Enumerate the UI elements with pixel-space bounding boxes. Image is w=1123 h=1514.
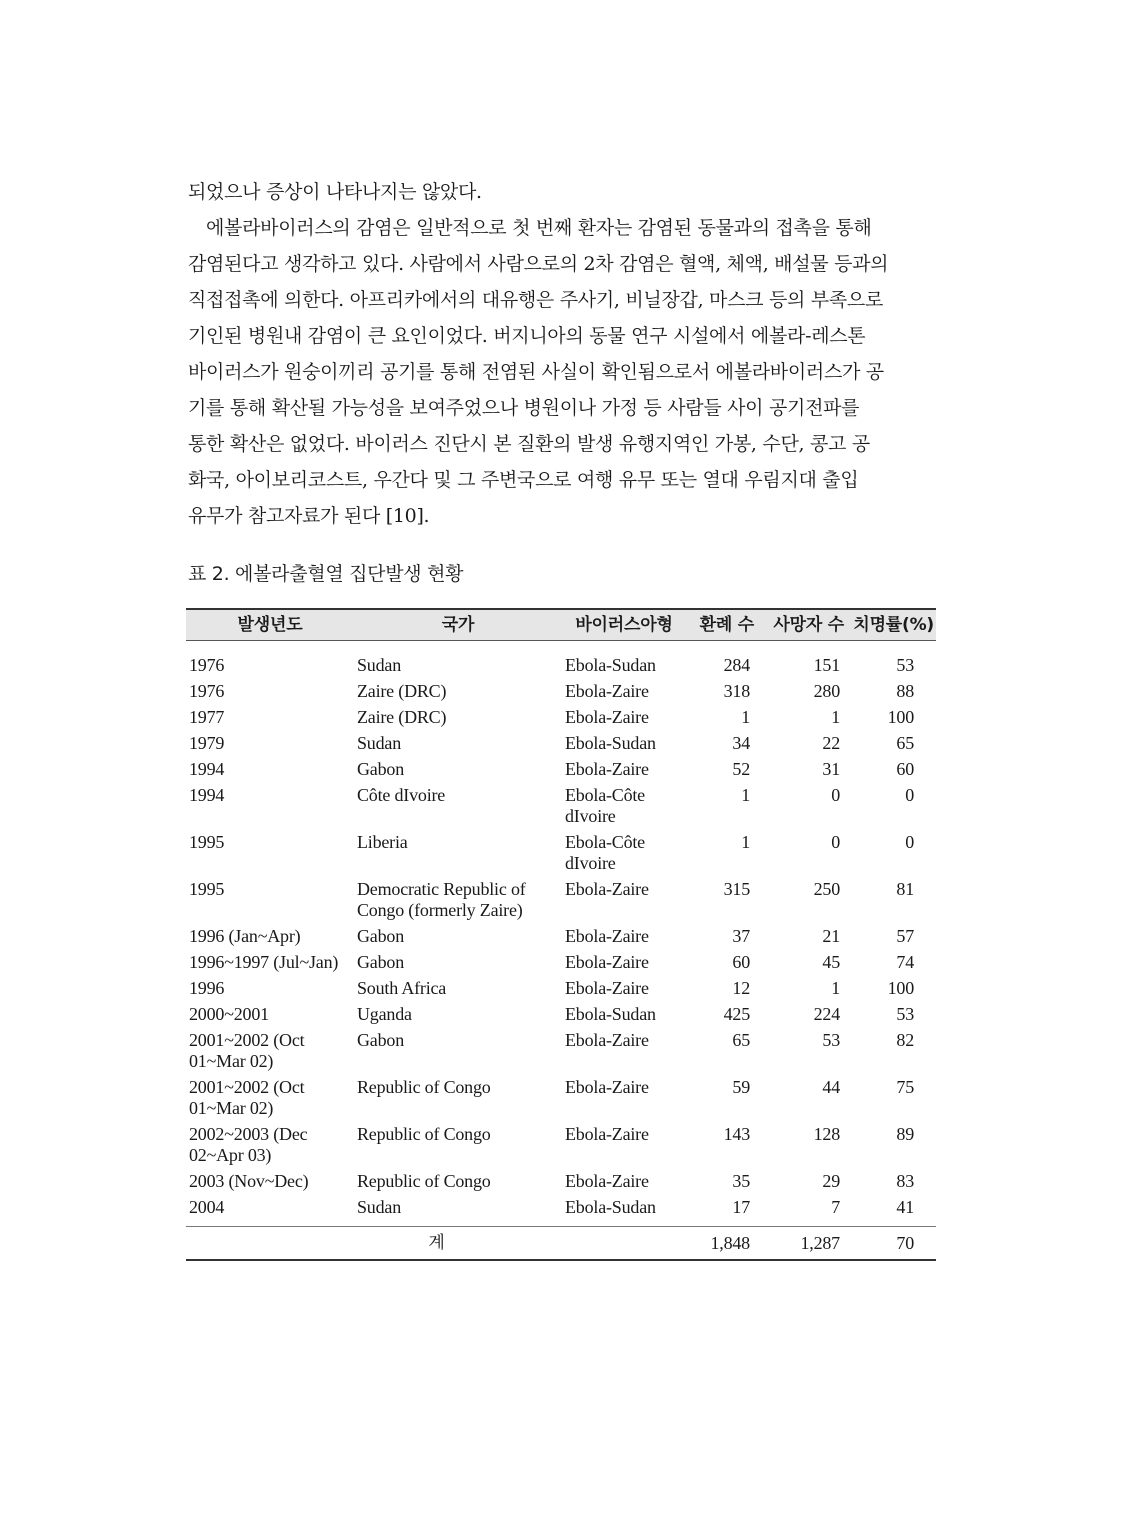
table-header-row <box>186 609 936 641</box>
cell-deaths: 7 <box>831 1197 840 1217</box>
table-row <box>186 1075 936 1122</box>
cell-deaths: 22 <box>822 733 840 753</box>
cell-cases: 52 <box>732 759 750 779</box>
cell-year: 2002~2003 (Dec 02~Apr 03) <box>189 1124 308 1165</box>
cell-deaths: 151 <box>813 655 840 675</box>
table-row <box>186 950 936 976</box>
cell-cases: 12 <box>732 978 750 998</box>
cell-cases: 59 <box>732 1077 750 1097</box>
cell-virus: Ebola-Côte dIvoire <box>565 832 645 873</box>
cell-deaths: 0 <box>831 785 840 805</box>
cell-cases: 318 <box>723 681 750 701</box>
header-virus: 바이러스아형 <box>562 609 686 641</box>
cell-cases: 37 <box>732 926 750 946</box>
table-row <box>186 641 936 680</box>
cell-deaths: 0 <box>831 832 840 852</box>
cell-cases: 425 <box>723 1004 750 1024</box>
table-row <box>186 924 936 950</box>
cell-cases: 1 <box>741 832 750 852</box>
cell-cases: 17 <box>732 1197 750 1217</box>
cell-fatality: 83 <box>896 1171 914 1191</box>
cell-country: Republic of Congo <box>357 1124 491 1144</box>
cell-deaths: 44 <box>822 1077 840 1097</box>
body-line: 되었으나 증상이 나타나지는 않았다. <box>188 181 482 203</box>
cell-country: Republic of Congo <box>357 1171 491 1191</box>
cell-fatality: 81 <box>896 879 914 899</box>
cell-virus: Ebola-Sudan <box>565 655 656 675</box>
body-line: 기인된 병원내 감염이 큰 요인이었다. 버지니아의 동물 연구 시설에서 에볼라-레스톤 <box>188 325 866 347</box>
table-body <box>186 641 936 1227</box>
cell-country: Uganda <box>357 1004 412 1024</box>
cell-fatality: 0 <box>905 785 914 805</box>
cell-virus: Ebola-Zaire <box>565 978 649 998</box>
cell-year: 2001~2002 (Oct 01~Mar 02) <box>189 1077 305 1118</box>
body-line: 바이러스가 원숭이끼리 공기를 통해 전염된 사실이 확인됨으로서 에볼라바이러스가 공 <box>188 361 884 383</box>
table-row <box>186 1002 936 1028</box>
cell-fatality: 89 <box>896 1124 914 1144</box>
cell-year: 1994 <box>189 759 225 779</box>
cell-virus: Ebola-Zaire <box>565 681 649 701</box>
body-line: 에볼라바이러스의 감염은 일반적으로 첫 번째 환자는 감염된 동물과의 접촉을 통해 <box>206 217 872 239</box>
cell-virus: Ebola-Zaire <box>565 1171 649 1191</box>
cell-year: 2004 <box>189 1197 225 1217</box>
cell-country: Gabon <box>357 759 404 779</box>
cell-year: 1979 <box>189 733 225 753</box>
cell-year: 1996 <box>189 978 225 998</box>
cell-cases: 35 <box>732 1171 750 1191</box>
body-line: 화국, 아이보리코스트, 우간다 및 그 주변국으로 여행 유무 또는 열대 우림지대 출입 <box>188 469 859 491</box>
cell-country: Sudan <box>357 733 402 753</box>
cell-virus: Ebola-Zaire <box>565 926 649 946</box>
table-row <box>186 783 936 830</box>
total-label: 계 <box>186 1227 686 1261</box>
cell-country: Zaire (DRC) <box>357 707 447 727</box>
cell-virus: Ebola-Sudan <box>565 733 656 753</box>
cell-year: 1996 (Jan~Apr) <box>189 926 301 946</box>
total-fatality: 70 <box>846 1227 936 1261</box>
cell-deaths: 128 <box>813 1124 840 1144</box>
header-cases: 환례 수 <box>686 609 756 641</box>
cell-cases: 143 <box>723 1124 750 1144</box>
table-row <box>186 1028 936 1075</box>
header-fatality: 치명률(%) <box>846 609 936 641</box>
cell-year: 2000~2001 <box>189 1004 269 1024</box>
cell-fatality: 82 <box>896 1030 914 1050</box>
header-country: 국가 <box>354 609 562 641</box>
cell-deaths: 224 <box>813 1004 840 1024</box>
cell-country: Sudan <box>357 1197 402 1217</box>
outbreak-table <box>186 608 936 1261</box>
table-row <box>186 705 936 731</box>
cell-year: 1976 <box>189 655 225 675</box>
cell-fatality: 0 <box>905 832 914 852</box>
cell-deaths: 45 <box>822 952 840 972</box>
cell-virus: Ebola-Zaire <box>565 1124 649 1144</box>
cell-year: 1995 <box>189 832 225 852</box>
cell-fatality: 53 <box>896 655 914 675</box>
cell-cases: 315 <box>723 879 750 899</box>
cell-year: 1977 <box>189 707 225 727</box>
table-row <box>186 1195 936 1227</box>
cell-country: Zaire (DRC) <box>357 681 447 701</box>
cell-deaths: 1 <box>831 978 840 998</box>
cell-year: 1996~1997 (Jul~Jan) <box>189 952 339 972</box>
cell-fatality: 88 <box>896 681 914 701</box>
cell-virus: Ebola-Sudan <box>565 1197 656 1217</box>
cell-fatality: 57 <box>896 926 914 946</box>
cell-country: Democratic Republic of Congo (formerly Zaire) <box>357 879 526 920</box>
cell-year: 2003 (Nov~Dec) <box>189 1171 309 1191</box>
body-text <box>188 174 936 534</box>
table-row <box>186 830 936 877</box>
cell-fatality: 41 <box>896 1197 914 1217</box>
cell-virus: Ebola-Zaire <box>565 1030 649 1050</box>
header-deaths: 사망자 수 <box>756 609 846 641</box>
cell-fatality: 100 <box>887 707 914 727</box>
cell-country: South Africa <box>357 978 447 998</box>
cell-country: Gabon <box>357 926 404 946</box>
table-row <box>186 877 936 924</box>
header-year: 발생년도 <box>186 609 354 641</box>
table-row <box>186 679 936 705</box>
cell-fatality: 65 <box>896 733 914 753</box>
cell-fatality: 60 <box>896 759 914 779</box>
total-deaths: 1,287 <box>756 1227 846 1261</box>
cell-virus: Ebola-Zaire <box>565 759 649 779</box>
cell-country: Sudan <box>357 655 402 675</box>
cell-virus: Ebola-Zaire <box>565 879 649 899</box>
cell-fatality: 74 <box>896 952 914 972</box>
cell-fatality: 53 <box>896 1004 914 1024</box>
cell-cases: 1 <box>741 785 750 805</box>
cell-deaths: 1 <box>831 707 840 727</box>
cell-year: 1994 <box>189 785 225 805</box>
cell-deaths: 250 <box>813 879 840 899</box>
cell-year: 1976 <box>189 681 225 701</box>
cell-cases: 34 <box>732 733 750 753</box>
cell-country: Gabon <box>357 1030 404 1050</box>
cell-virus: Ebola-Sudan <box>565 1004 656 1024</box>
table-row <box>186 976 936 1002</box>
cell-country: Côte dIvoire <box>357 785 446 805</box>
cell-deaths: 29 <box>822 1171 840 1191</box>
cell-deaths: 21 <box>822 926 840 946</box>
table-row <box>186 731 936 757</box>
body-line: 감염된다고 생각하고 있다. 사람에서 사람으로의 2차 감염은 혈액, 체액, 배설물 등과의 <box>188 253 889 275</box>
body-line: 유무가 참고자료가 된다 [10]. <box>188 505 430 527</box>
table-caption: 표 2. 에볼라출혈열 집단발생 현황 <box>188 563 464 585</box>
cell-year: 1995 <box>189 879 225 899</box>
total-cases: 1,848 <box>686 1227 756 1261</box>
cell-deaths: 53 <box>822 1030 840 1050</box>
body-line: 통한 확산은 없었다. 바이러스 진단시 본 질환의 발생 유행지역인 가봉, 수단, 콩고 공 <box>188 433 870 455</box>
cell-virus: Ebola-Zaire <box>565 707 649 727</box>
body-line: 기를 통해 확산될 가능성을 보여주었으나 병원이나 가정 등 사람들 사이 공기전파를 <box>188 397 860 419</box>
cell-deaths: 280 <box>813 681 840 701</box>
cell-country: Liberia <box>357 832 408 852</box>
cell-fatality: 100 <box>887 978 914 998</box>
cell-fatality: 75 <box>896 1077 914 1097</box>
table-row <box>186 1122 936 1169</box>
cell-cases: 60 <box>732 952 750 972</box>
cell-deaths: 31 <box>822 759 840 779</box>
table-row <box>186 1169 936 1195</box>
cell-country: Gabon <box>357 952 404 972</box>
cell-cases: 65 <box>732 1030 750 1050</box>
cell-country: Republic of Congo <box>357 1077 491 1097</box>
cell-virus: Ebola-Côte dIvoire <box>565 785 645 826</box>
cell-cases: 284 <box>723 655 750 675</box>
cell-virus: Ebola-Zaire <box>565 952 649 972</box>
cell-year: 2001~2002 (Oct 01~Mar 02) <box>189 1030 305 1071</box>
body-line: 직접접촉에 의한다. 아프리카에서의 대유행은 주사기, 비닐장갑, 마스크 등의 부족으로 <box>188 289 884 311</box>
cell-cases: 1 <box>741 707 750 727</box>
cell-virus: Ebola-Zaire <box>565 1077 649 1097</box>
table-total-row <box>186 1227 936 1261</box>
table-row <box>186 757 936 783</box>
